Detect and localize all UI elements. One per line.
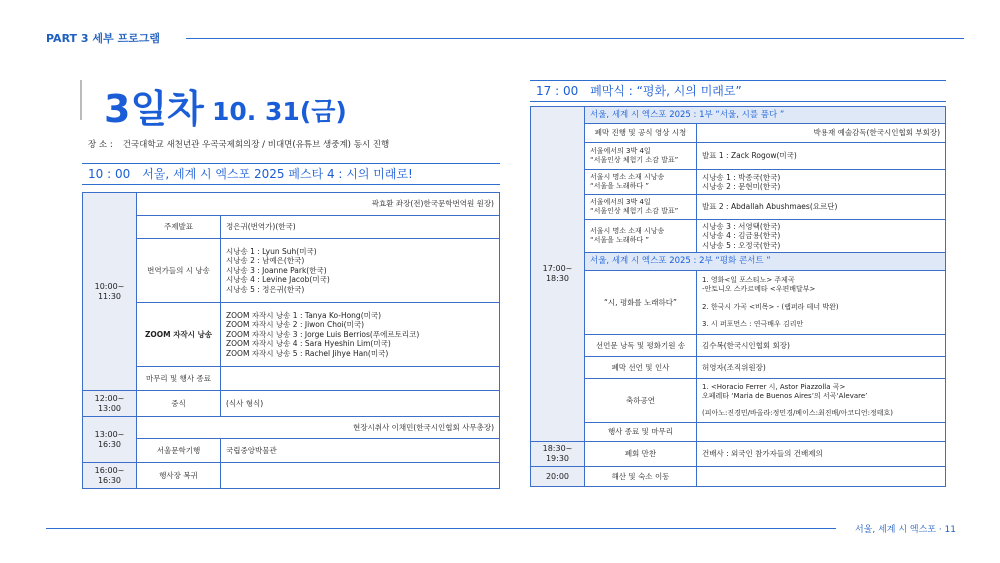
- list-item: ZOOM 자작시 낭송 2 : Jiwon Choi(미국): [226, 320, 365, 330]
- speech1-value: 발표 1 : Zack Rogow(미국): [697, 143, 946, 170]
- host-cell: 현장시취사 이채민(한국시인협회 사무총장): [137, 417, 500, 439]
- declaration-label: 선언문 낭독 및 평화기원 송: [585, 335, 697, 357]
- time-text: 16:00~ 16:30: [94, 465, 125, 485]
- footer-rule: [46, 528, 836, 529]
- list-item: 시낭송 1 : 박종국(한국): [702, 172, 781, 182]
- empty-cell: [697, 467, 946, 487]
- list-item: 1. 영화<일 포스티노> 주제곡: [702, 276, 795, 285]
- list-item: 오페레타 ‘Maria de Buenos Aires’의 서곡‘Alevare’: [702, 391, 868, 400]
- list-item: ZOOM 자작시 낭송 4 : Sara Hyeshin Lim(미국): [226, 339, 391, 349]
- speech1-label: 서울에서의 3박 4일 “서울인상 체험기 소감 발표”: [585, 143, 697, 170]
- time-text: 12:00~ 13:00: [94, 393, 125, 413]
- time-text: 10:00~ 11:30: [94, 281, 125, 301]
- list-item: 3. 시 퍼포먼스 : 연극배우 김리안: [702, 320, 804, 329]
- disperse-label: 해산 및 숙소 이동: [585, 467, 697, 487]
- time-text: 20:00: [545, 471, 570, 481]
- list-item: ZOOM 자작시 낭송 5 : Rachel Jihye Han(미국): [226, 348, 389, 358]
- day-date: 10. 31(금): [212, 97, 347, 126]
- part1-header: 서울, 세계 시 엑스포 2025 : 1부 “서울, 시를 품다 ”: [585, 107, 946, 124]
- recital1-list: [697, 170, 946, 195]
- return-label: 행사장 복귀: [137, 463, 221, 489]
- closing-label: 마무리 및 행사 종료: [137, 367, 221, 391]
- list-item: [702, 294, 940, 303]
- right-section-title: 폐막식 : “평화, 시의 미래로”: [590, 84, 742, 98]
- list-item: 시낭송 3 : 서영택(한국): [702, 222, 781, 231]
- venue-line: [88, 138, 389, 150]
- translators-label: 번역가들의 시 낭송: [137, 239, 221, 303]
- speech2-label: 서울에서의 3박 4일 “서울인상 체험기 소감 발표”: [585, 195, 697, 220]
- right-section-header: [530, 80, 946, 102]
- recital2-label: 서울시 명소 소재 시낭송 “서울을 노래하다 ”: [585, 220, 697, 253]
- speech2-value: 발표 2 : Abdallah Abushmaes(요르단): [697, 195, 946, 220]
- empty-cell: [697, 423, 946, 442]
- closing-ceremony-value: 허영자(조직위원장): [697, 357, 946, 379]
- list-item: 시낭송 3 : Joanne Park(한국): [226, 265, 327, 275]
- performance-label: 축하공연: [585, 379, 697, 423]
- tour-label: 서울문학기행: [137, 439, 221, 463]
- recital1-label: 서울시 명소 소재 시낭송 “서울을 노래하다 ”: [585, 170, 697, 195]
- footer-text: 서울, 세계 시 엑스포 · 11: [854, 525, 956, 535]
- list-item: 시낭송 2 : 남예은(한국): [226, 256, 305, 266]
- zoom-label: ZOOM 자작시 낭송: [137, 303, 221, 367]
- header-rule: [186, 38, 964, 39]
- time-cell: [83, 391, 137, 417]
- keynote-value: 정은귀(번역가)(한국): [221, 216, 500, 239]
- list-item: 시낭송 4 : Levine Jacob(미국): [226, 275, 330, 285]
- opening-label: 폐막 진행 및 공식 영상 시청: [585, 124, 697, 143]
- right-section-time: 17 : 00: [536, 84, 579, 98]
- page-footer: [46, 520, 964, 540]
- left-section-title: 서울, 세계 시 엑스포 2025 페스타 4 : 시의 미래로!: [142, 167, 413, 181]
- closing-ceremony-label: 폐막 선언 및 인사: [585, 357, 697, 379]
- day-title: 3일차: [104, 87, 204, 131]
- time-cell: [531, 467, 585, 487]
- list-item: 시낭송 2 : 문현미(한국): [702, 182, 781, 191]
- keynote-label: 주제발표: [137, 216, 221, 239]
- concert-list: [697, 271, 946, 335]
- list-item: (피아노:진경민/바올라:정민경/베이스:최진배/아코디언:정태호): [702, 409, 894, 418]
- translators-list: [221, 239, 500, 303]
- time-cell: [531, 442, 585, 467]
- time-text: 17:00~ 18:30: [542, 264, 573, 284]
- dinner-label: 폐회 만찬: [585, 442, 697, 467]
- list-item: 시낭송 5 : 오정국(한국): [702, 240, 781, 250]
- tour-value: 국립중앙박물관: [221, 439, 500, 463]
- venue-label: 장 소 :: [88, 140, 113, 150]
- part-label: PART 3 세부 프로그램: [46, 32, 160, 45]
- list-item: 1. <Horacio Ferrer 시, Astor Piazzolla 곡>: [702, 383, 846, 392]
- host-cell: 곽효환 좌장(전)한국문학번역원 원장): [137, 193, 500, 216]
- time-cell: [83, 193, 137, 391]
- time-cell: [83, 463, 137, 489]
- list-item: ZOOM 자작시 낭송 1 : Tanya Ko-Hong(미국): [226, 311, 382, 321]
- lunch-value: (식사 형식): [221, 391, 500, 417]
- page-header: [46, 28, 964, 50]
- time-text: 13:00~ 16:30: [94, 429, 125, 449]
- venue-text: 건국대학교 새천년관 우곡국제회의장 / 비대면(유튜브 생중계) 동시 진행: [122, 140, 390, 150]
- empty-cell: [221, 463, 500, 489]
- concert-label: “시, 평화를 노래하다”: [585, 271, 697, 335]
- opening-value: 박용재 예술감독(한국시인협회 부회장): [697, 124, 946, 143]
- list-item: 시낭송 4 : 김금용(한국): [702, 231, 781, 241]
- list-item: ZOOM 자작시 낭송 3 : Jorge Luis Berrios(푸에르토리코): [226, 329, 420, 339]
- lunch-label: 중식: [137, 391, 221, 417]
- left-section-time: 10 : 00: [88, 167, 131, 181]
- time-cell: [83, 417, 137, 463]
- end-label: 행사 종료 및 마무리: [585, 423, 697, 442]
- zoom-list: [221, 303, 500, 367]
- title-accent-bar: [80, 80, 82, 120]
- list-item: 2. 한국시 가곡 <비목> - (랩퍼라 테너 박완): [702, 302, 839, 311]
- left-section-header: [82, 163, 500, 185]
- right-schedule-table: [530, 106, 946, 487]
- list-item: -안토니오 스카르메타 <우편배달부>: [702, 285, 816, 294]
- left-schedule-table: [82, 192, 500, 489]
- time-cell: [531, 107, 585, 442]
- list-item: [702, 311, 940, 320]
- declaration-value: 김수복(한국시인협회 회장): [697, 335, 946, 357]
- list-item: 시낭송 5 : 정은귀(한국): [226, 284, 305, 294]
- dinner-value: 건배사 : 외국인 참가자들의 건배제의: [697, 442, 946, 467]
- part2-header: 서울, 세계 시 엑스포 2025 : 2부 “평화 콘서트 ”: [585, 253, 946, 271]
- list-item: 시낭송 1 : Lyun Suh(미국): [226, 247, 317, 257]
- recital2-list: [697, 220, 946, 253]
- time-text: 18:30~ 19:30: [542, 444, 573, 464]
- performance-list: [697, 379, 946, 423]
- empty-cell: [221, 367, 500, 391]
